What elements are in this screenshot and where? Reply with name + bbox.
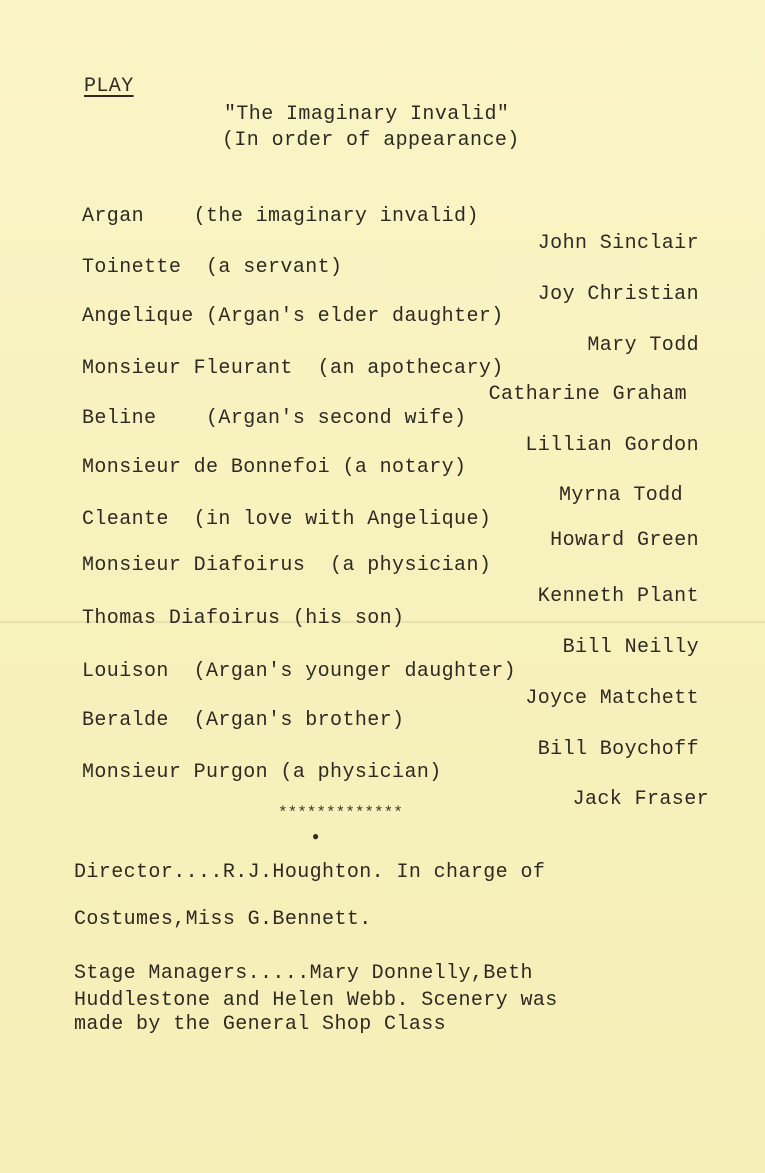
play-heading: PLAY <box>84 75 134 98</box>
cast-role: Beralde (Argan's brother) <box>82 709 405 732</box>
cast-role: Beline (Argan's second wife) <box>82 407 467 430</box>
star-separator: ************* <box>278 804 403 822</box>
cast-role: Argan (the imaginary invalid) <box>82 205 479 228</box>
cast-role: Monsieur Fleurant (an apothecary) <box>82 357 504 380</box>
cast-actor: Joy Christian <box>537 283 699 306</box>
stage-managers-credit: Stage Managers.....Mary Donnelly,Beth <box>74 962 533 985</box>
cast-role: Toinette (a servant) <box>82 256 343 279</box>
cast-actor: Catharine Graham <box>488 383 687 406</box>
cast-actor: Myrna Todd <box>558 484 683 507</box>
cast-actor: Joyce Matchett <box>525 687 699 710</box>
stage-managers-credit-cont: Huddlestone and Helen Webb. Scenery was <box>74 989 558 1012</box>
cast-role: Monsieur de Bonnefoi (a notary) <box>82 456 467 479</box>
cast-role: Louison (Argan's younger daughter) <box>82 660 517 683</box>
scenery-credit: made by the General Shop Class <box>74 1013 447 1036</box>
cast-actor: Bill Neilly <box>562 636 699 659</box>
director-credit: Director....R.J.Houghton. In charge of <box>74 861 546 884</box>
cast-role: Angelique (Argan's elder daughter) <box>82 305 504 328</box>
cast-role: Monsieur Diafoirus (a physician) <box>82 554 492 577</box>
costumes-credit: Costumes,Miss G.Bennett. <box>74 908 372 931</box>
bullet-mark: ● <box>312 830 320 844</box>
cast-actor: Jack Fraser <box>572 788 709 811</box>
cast-role: Cleante (in love with Angelique) <box>82 508 492 531</box>
cast-actor: Lillian Gordon <box>525 434 699 457</box>
cast-actor: Bill Boychoff <box>537 738 699 761</box>
cast-actor: Howard Green <box>550 529 699 552</box>
cast-actor: Kenneth Plant <box>537 585 699 608</box>
cast-role: Monsieur Purgon (a physician) <box>82 761 442 784</box>
cast-role: Thomas Diafoirus (his son) <box>82 607 405 630</box>
cast-actor: Mary Todd <box>587 334 699 357</box>
play-title: "The Imaginary Invalid" <box>224 103 510 126</box>
play-subtitle: (In order of appearance) <box>222 129 520 152</box>
cast-actor: John Sinclair <box>537 232 699 255</box>
